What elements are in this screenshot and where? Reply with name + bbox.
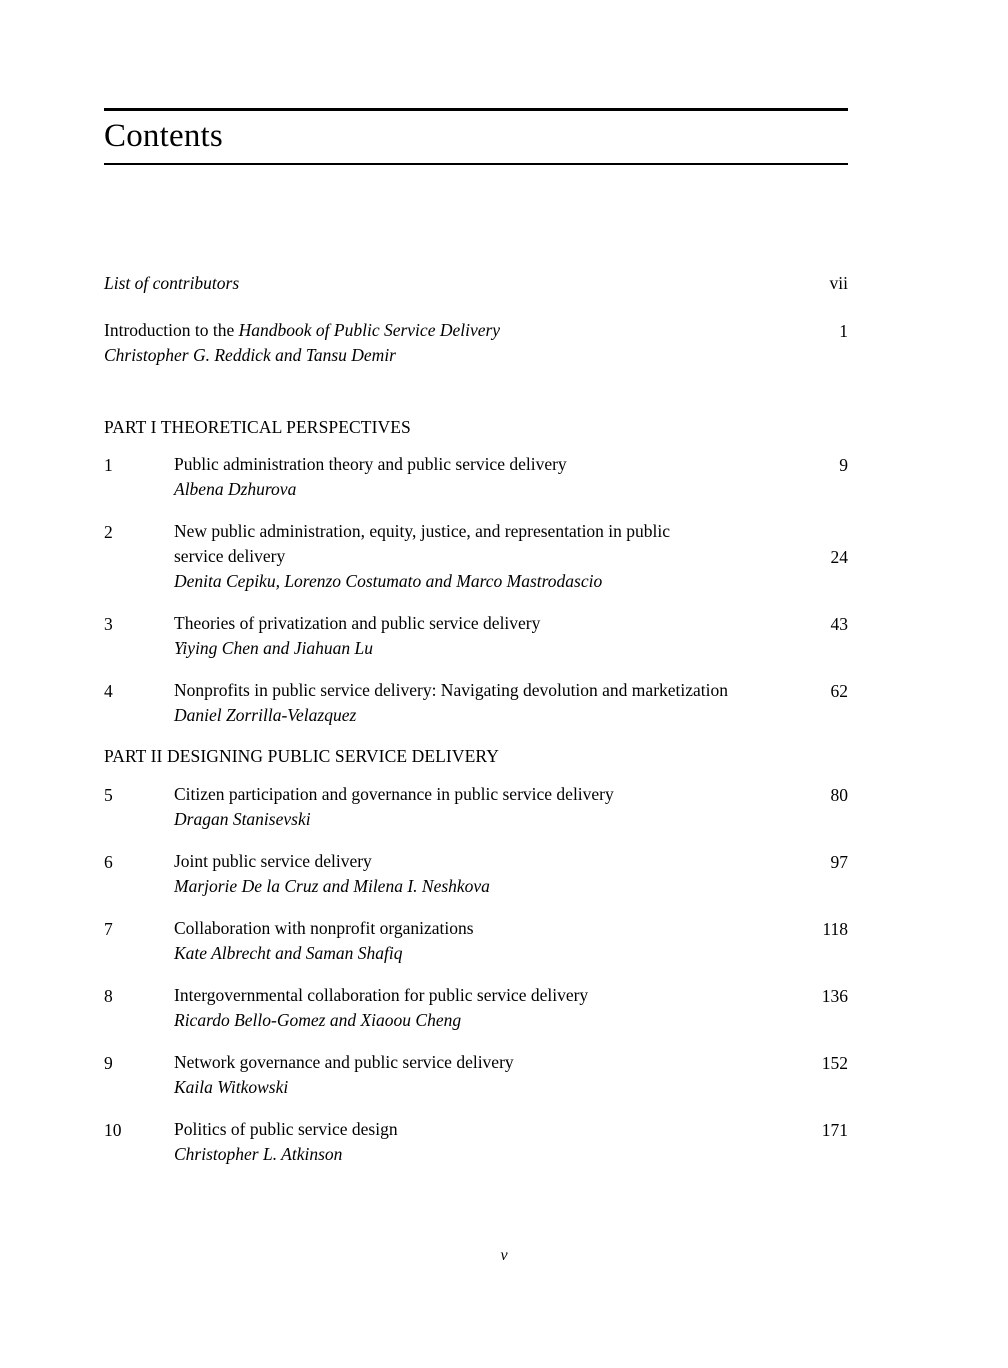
toc-entry-chapter-8[interactable] <box>104 983 848 1033</box>
toc-entry-chapter-5[interactable] <box>104 782 848 832</box>
chapter-title: New public administration, equity, justice, and representation in public <box>174 521 671 541</box>
chapter-authors: Marjorie De la Cruz and Milena I. Neshkova <box>174 876 490 896</box>
heading-rule-bottom <box>104 163 848 165</box>
chapter-title: Theories of privatization and public service delivery <box>174 613 541 633</box>
toc-entry-chapter-7[interactable] <box>104 916 848 966</box>
toc-entry-chapter-6[interactable] <box>104 849 848 899</box>
introduction-page: 1 <box>839 321 848 341</box>
chapter-page: 80 <box>830 785 848 805</box>
introduction-title-italic: Handbook of Public Service Delivery <box>238 320 501 340</box>
chapter-authors: Kaila Witkowski <box>174 1077 289 1097</box>
chapter-number: 3 <box>104 614 113 634</box>
chapter-title: Collaboration with nonprofit organizations <box>174 918 474 938</box>
chapter-page: 24 <box>830 547 848 567</box>
toc-entry-list-of-contributors[interactable] <box>104 270 848 296</box>
part-heading-1: PART I THEORETICAL PERSPECTIVES <box>104 417 411 437</box>
chapter-title: Network governance and public service delivery <box>174 1052 514 1072</box>
chapter-title: Joint public service delivery <box>174 851 372 871</box>
chapter-title: Politics of public service design <box>174 1119 398 1139</box>
chapter-page: 171 <box>821 1120 848 1140</box>
list-of-contributors-page: vii <box>829 273 848 293</box>
chapter-title: Intergovernmental collaboration for public service delivery <box>174 985 589 1005</box>
page-folio: v <box>500 1247 508 1264</box>
chapter-title: Public administration theory and public service delivery <box>174 454 567 474</box>
toc-entry-chapter-9[interactable] <box>104 1050 848 1100</box>
chapter-number: 7 <box>104 919 113 939</box>
toc-entry-chapter-4[interactable] <box>104 678 848 728</box>
chapter-number: 8 <box>104 986 113 1006</box>
chapter-page: 152 <box>821 1053 848 1073</box>
toc-entry-chapter-10[interactable] <box>104 1117 848 1167</box>
part-heading-2: PART II DESIGNING PUBLIC SERVICE DELIVERY <box>104 746 499 766</box>
introduction-title-prefix: Introduction to the <box>104 320 239 340</box>
chapter-authors: Yiying Chen and Jiahuan Lu <box>174 638 373 658</box>
chapter-title: Nonprofits in public service delivery: Navigating devolution and marketization <box>174 680 729 700</box>
chapter-page: 9 <box>839 455 848 475</box>
chapter-number: 2 <box>104 522 113 542</box>
chapter-authors: Dragan Stanisevski <box>174 809 311 829</box>
chapter-number: 9 <box>104 1053 113 1073</box>
toc-entry-chapter-3[interactable] <box>104 611 848 661</box>
toc-entry-introduction[interactable] <box>104 318 848 368</box>
chapter-page: 97 <box>830 852 848 872</box>
chapter-authors: Kate Albrecht and Saman Shafiq <box>174 943 403 963</box>
introduction-title <box>104 318 786 343</box>
chapter-page: 118 <box>822 919 848 939</box>
contents-heading-block <box>104 108 848 165</box>
chapter-authors: Ricardo Bello-Gomez and Xiaoou Cheng <box>174 1010 462 1030</box>
toc-entry-chapter-1[interactable] <box>104 452 848 502</box>
chapter-list-part-2 <box>104 782 848 1184</box>
chapter-page: 136 <box>821 986 848 1006</box>
chapter-number: 1 <box>104 455 113 475</box>
chapter-number: 4 <box>104 681 113 701</box>
chapter-number: 10 <box>104 1120 122 1140</box>
chapter-authors: Albena Dzhurova <box>174 479 297 499</box>
chapter-authors: Daniel Zorrilla-Velazquez <box>174 705 357 725</box>
page-title: Contents <box>104 118 223 154</box>
toc-entry-chapter-2[interactable] <box>104 519 848 594</box>
chapter-number: 5 <box>104 785 113 805</box>
chapter-title-line2: service delivery <box>174 546 286 566</box>
chapter-page: 62 <box>830 681 848 701</box>
introduction-authors: Christopher G. Reddick and Tansu Demir <box>104 345 396 365</box>
chapter-page: 43 <box>830 614 848 634</box>
chapter-authors: Denita Cepiku, Lorenzo Costumato and Marco Mastrodascio <box>174 571 603 591</box>
chapter-authors: Christopher L. Atkinson <box>174 1144 343 1164</box>
chapter-number: 6 <box>104 852 113 872</box>
introduction-body <box>104 318 796 368</box>
list-of-contributors-label: List of contributors <box>104 273 240 293</box>
chapter-title: Citizen participation and governance in public service delivery <box>174 784 614 804</box>
chapter-list-part-1 <box>104 452 848 745</box>
